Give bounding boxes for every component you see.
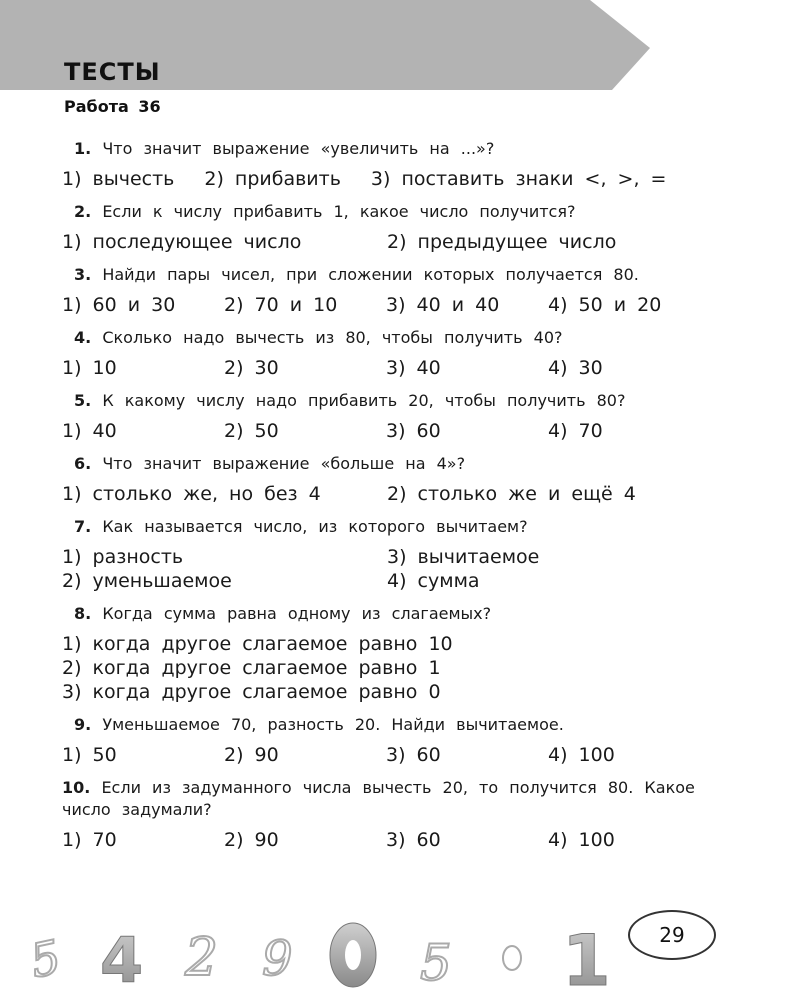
digit-0-hole [345,940,361,970]
questions-list [62,138,722,862]
question-prompt: Найди пары чисел, при сложении которых получается 80. [102,265,639,284]
digit-1-solid: 1 [562,920,611,1000]
answer-option: 4) сумма [387,570,480,592]
question-text [62,201,722,223]
question-number: 7. [74,517,92,536]
answer-option: 2) прибавить [204,168,341,190]
answer-options [62,482,722,506]
answer-option: 1) столько же, но без 4 [62,483,321,505]
answer-options [62,545,722,569]
answer-option: 3) 60 [386,829,441,851]
answer-options [62,230,722,254]
answer-options [62,632,722,704]
answer-option: 1) когда другое слагаемое равно 10 [62,633,453,655]
question-10 [62,777,722,852]
question-number: 5. [74,391,92,410]
question-prompt: Если из задуманного числа вычесть 20, то получится 80. Какое число задумали? [62,778,695,819]
answer-option: 2) 90 [224,829,279,851]
answer-option: 2) уменьшаемое [62,570,232,592]
answer-option: 1) вычесть [62,168,175,190]
answer-option: 4) 70 [548,420,603,442]
question-9 [62,714,722,767]
question-number: 4. [74,328,92,347]
question-text [62,453,722,475]
question-prompt: К какому числу надо прибавить 20, чтобы получить 80? [102,391,626,410]
question-1 [62,138,722,191]
answer-option: 1) 40 [62,420,117,442]
question-prompt: Если к числу прибавить 1, какое число получится? [102,202,576,221]
digit-5-outline-2: 5 [420,934,452,992]
question-8 [62,603,722,704]
answer-options [62,419,722,443]
question-text [62,603,722,625]
answer-option: 3) поставить знаки <, >, = [370,168,667,190]
answer-option: 1) 50 [62,744,117,766]
question-number: 2. [74,202,92,221]
answer-option: 2) когда другое слагаемое равно 1 [62,657,441,679]
question-text [62,516,722,538]
digit-5-outline: 5 [25,929,66,989]
question-6 [62,453,722,506]
question-text [62,714,722,736]
answer-option: 1) 70 [62,829,117,851]
answer-option: 2) 70 и 10 [224,294,338,316]
answer-option: 4) 50 и 20 [548,294,662,316]
question-3 [62,264,722,317]
question-number: 3. [74,265,92,284]
answer-options [62,293,722,317]
answer-option: 1) последующее число [62,231,302,253]
digit-9-outline: 9 [262,931,293,987]
answer-options [62,743,722,767]
answer-options [62,569,722,593]
answer-option: 3) когда другое слагаемое равно 0 [62,681,441,703]
question-text [62,777,722,821]
question-prompt: Что значит выражение «увеличить на ...»? [102,139,495,158]
question-prompt: Когда сумма равна одному из слагаемых? [102,604,492,623]
question-2 [62,201,722,254]
page-number: 29 [628,910,716,960]
question-number: 1. [74,139,92,158]
question-prompt: Сколько надо вычесть из 80, чтобы получить 40? [102,328,563,347]
answer-option: 1) 60 и 30 [62,294,176,316]
question-number: 8. [74,604,92,623]
work-number: Работа 36 [64,97,161,116]
question-prompt: Как называется число, из которого вычитаем? [102,517,528,536]
answer-option: 2) 90 [224,744,279,766]
question-prompt: Уменьшаемое 70, разность 20. Найди вычитаемое. [102,715,564,734]
digit-2-outline: 2 [185,928,219,988]
answer-options [62,828,722,852]
answer-option: 1) разность [62,546,184,568]
answer-option: 3) вычитаемое [387,546,540,568]
answer-option: 2) предыдущее число [387,231,617,253]
answer-option: 3) 60 [386,744,441,766]
answer-option: 3) 60 [386,420,441,442]
answer-option: 4) 100 [548,744,615,766]
question-text [62,327,722,349]
question-text [62,264,722,286]
digit-0-small-outline [503,946,521,970]
answer-option: 3) 40 [386,357,441,379]
answer-option: 1) 10 [62,357,117,379]
question-text [62,390,722,412]
question-number: 6. [74,454,92,473]
question-number: 9. [74,715,92,734]
digit-4-solid: 4 [100,924,144,997]
answer-option: 2) 30 [224,357,279,379]
answer-option: 4) 30 [548,357,603,379]
answer-options [62,167,722,191]
page-title: ТЕСТЫ [64,58,161,86]
question-prompt: Что значит выражение «больше на 4»? [102,454,466,473]
answer-option: 2) 50 [224,420,279,442]
question-7 [62,516,722,593]
answer-options [62,356,722,380]
answer-option: 2) столько же и ещё 4 [387,483,636,505]
answer-option: 4) 100 [548,829,615,851]
question-4 [62,327,722,380]
question-text [62,138,722,160]
question-number: 10. [62,778,91,797]
question-5 [62,390,722,443]
answer-option: 3) 40 и 40 [386,294,500,316]
